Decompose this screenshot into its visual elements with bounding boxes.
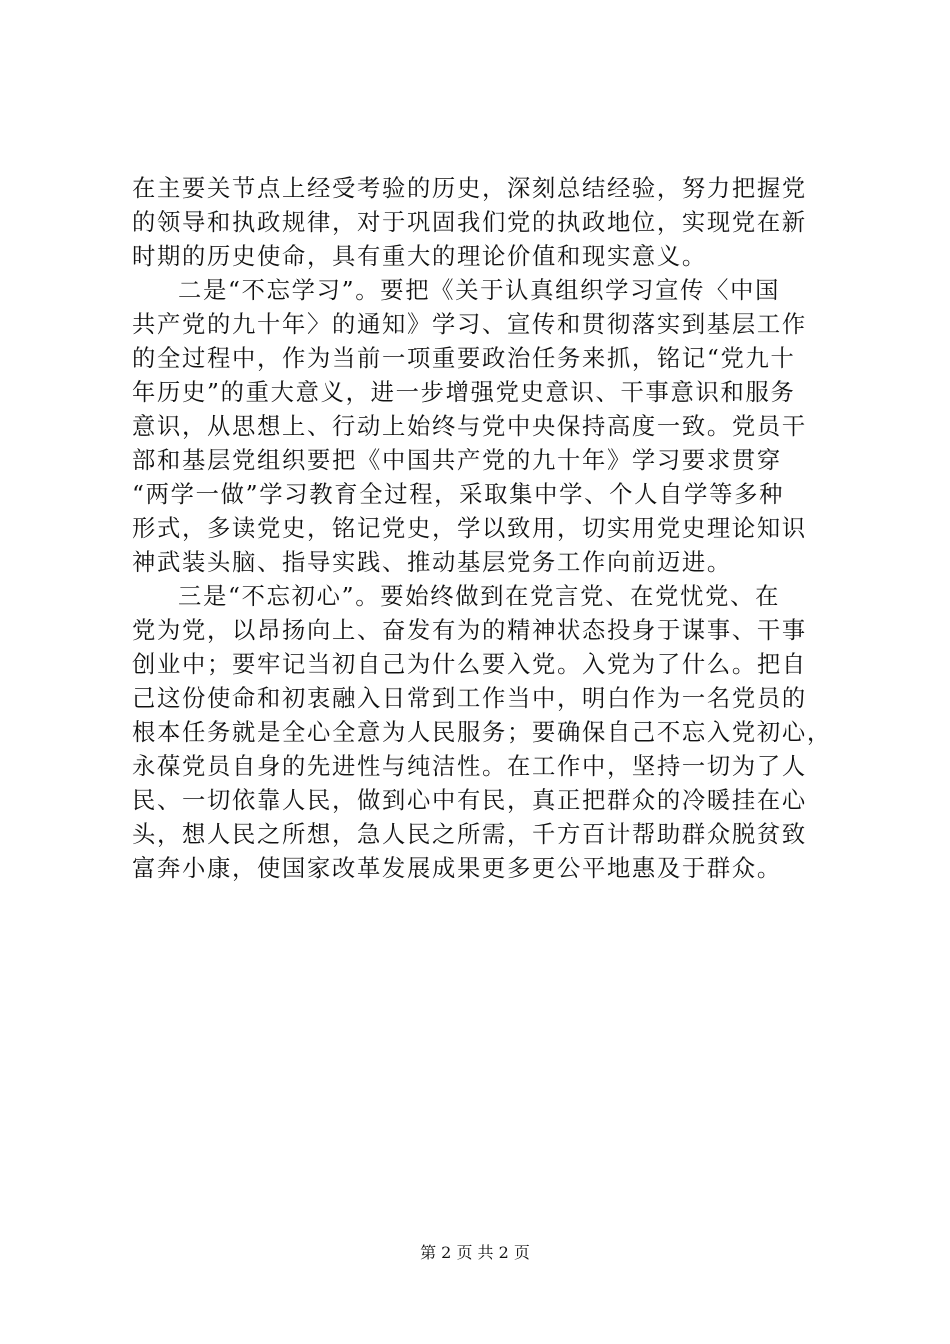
page-footer: 第 2 页 共 2 页: [420, 1243, 530, 1262]
text-line: 年历史”的重大意义，进一步增强党史意识、干事意识和服务: [132, 379, 796, 406]
body-text: [132, 172, 832, 886]
text-line: 富奔小康，使国家改革发展成果更多更公平地惠及于群众。: [132, 855, 782, 882]
text-line: “两学一做”学习教育全过程，采取集中学、个人自学等多种: [132, 481, 785, 508]
text-line: 共产党的九十年〉的通知》学习、宣传和贯彻落实到基层工作: [132, 311, 807, 338]
text-line: 永葆党员自身的先进性与纯洁性。在工作中，坚持一切为了人: [132, 753, 807, 780]
text-line: 的领导和执政规律，对于巩固我们党的执政地位，实现党在新: [132, 209, 807, 236]
text-line: 部和基层党组织要把《中国共产党的九十年》学习要求贯穿: [132, 447, 782, 474]
text-line: 己这份使命和初衷融入日常到工作当中，明白作为一名党员的: [132, 685, 807, 712]
text-line: 意识，从思想上、行动上始终与党中央保持高度一致。党员干: [132, 413, 807, 440]
text-line: 二是“不忘学习”。要把《关于认真组织学习宣传〈中国: [178, 277, 781, 304]
text-line: 的全过程中，作为当前一项重要政治任务来抓，铭记“党九十: [132, 345, 796, 372]
text-line: 神武装头脑、指导实践、推动基层党务工作向前迈进。: [132, 549, 732, 576]
paragraph-3: [132, 580, 832, 886]
text-line: 创业中；要牢记当初自己为什么要入党。入党为了什么。把自: [132, 651, 807, 678]
text-line: 时期的历史使命，具有重大的理论价值和现实意义。: [132, 243, 707, 270]
paragraph-2: [132, 274, 832, 580]
text-line: 形式，多读党史，铭记党史，学以致用，切实用党史理论知识: [132, 515, 807, 542]
text-line: 在主要关节点上经受考验的历史，深刻总结经验，努力把握党: [132, 175, 807, 202]
text-line: 三是“不忘初心”。要始终做到在党言党、在党忧党、在: [178, 583, 781, 610]
text-line: 民、一切依靠人民，做到心中有民，真正把群众的冷暖挂在心: [132, 787, 807, 814]
text-line: 根本任务就是全心全意为人民服务；要确保自己不忘入党初心，: [132, 719, 832, 746]
paragraph-1: [132, 172, 832, 274]
text-line: 头，想人民之所想，急人民之所需，千方百计帮助群众脱贫致: [132, 821, 807, 848]
text-line: 党为党，以昂扬向上、奋发有为的精神状态投身于谋事、干事: [132, 617, 807, 644]
